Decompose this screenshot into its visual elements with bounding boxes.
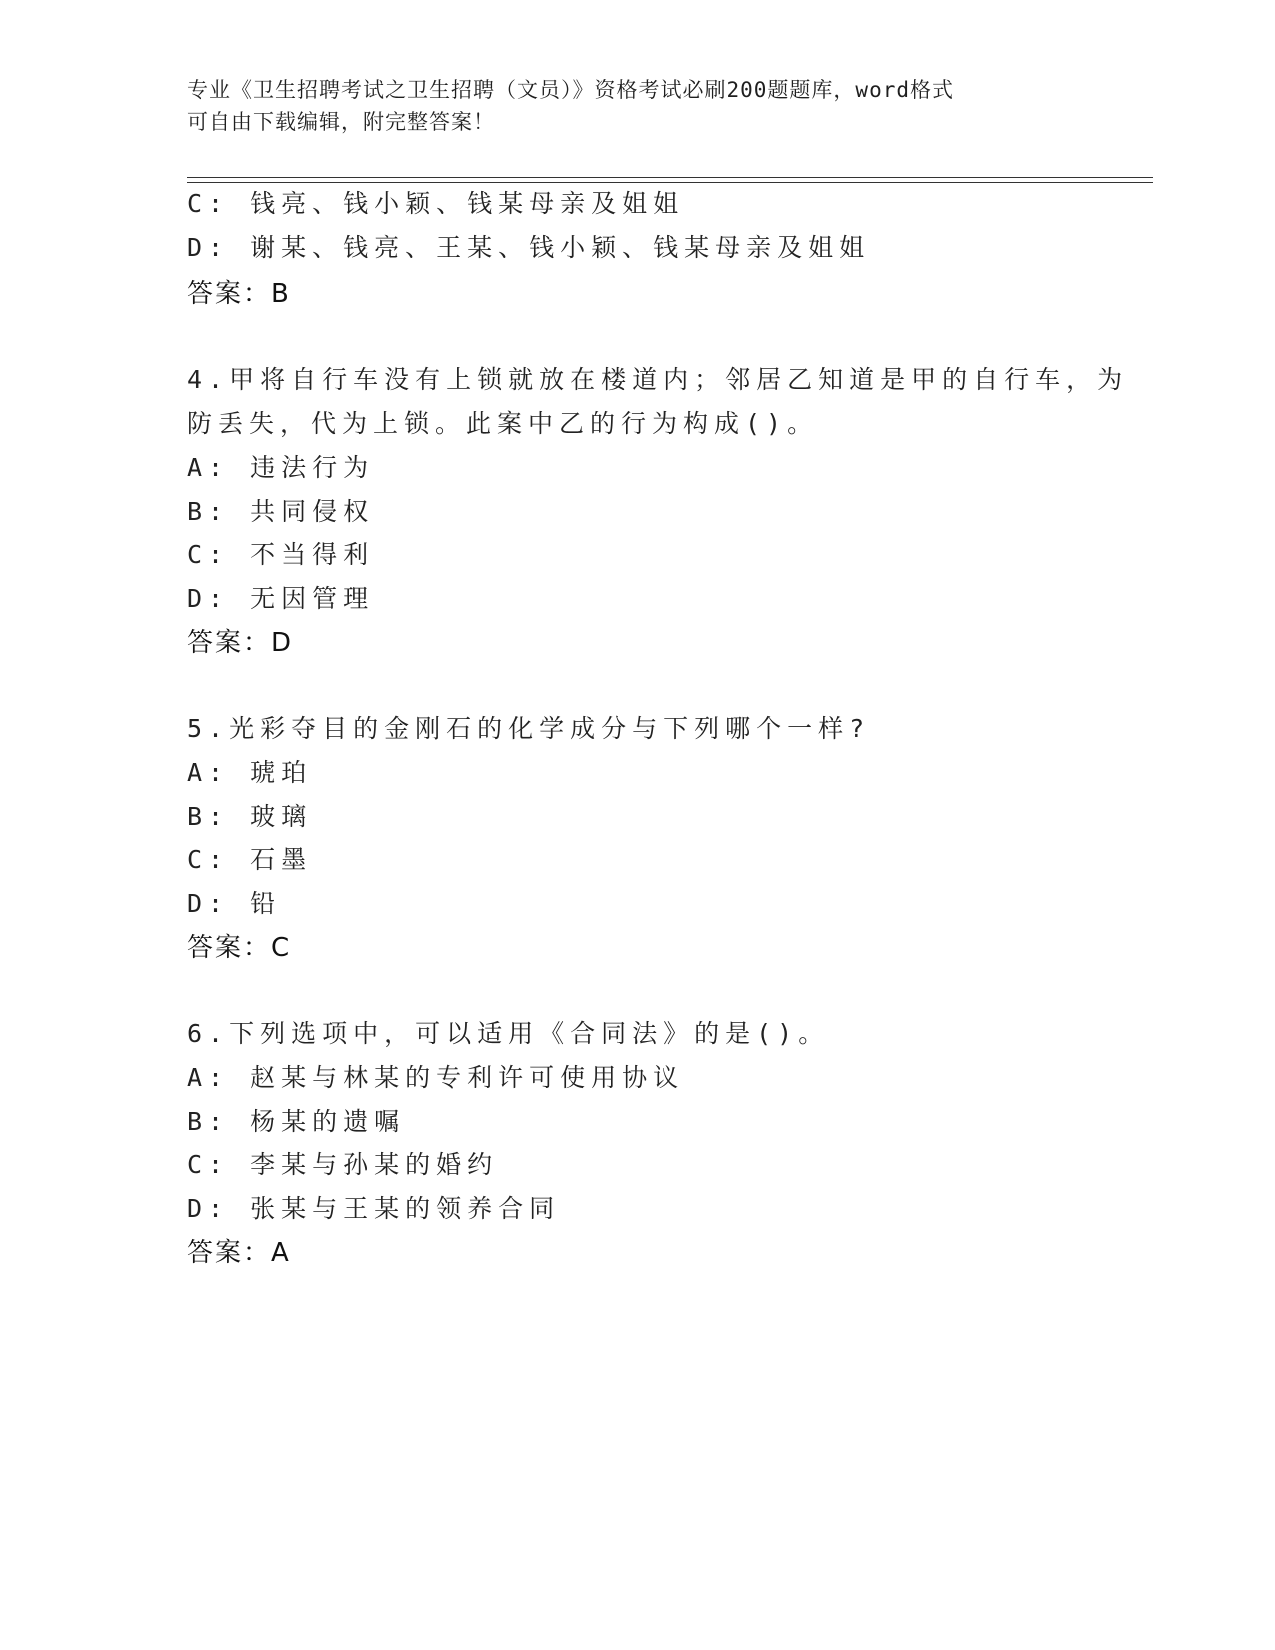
q4-option-b: B: 共同侵权 [187,497,375,526]
q3-answer: 答案：B [187,279,291,309]
header-title-line-2: 可自由下载编辑，附完整答案！ [187,110,495,134]
q6-option-a: A: 赵某与林某的专利许可使用协议 [187,1063,685,1092]
q3-option-d: D: 谢某、钱亮、王某、钱小颖、钱某母亲及姐姐 [187,233,871,262]
q6-option-b: B: 杨某的遗嘱 [187,1107,406,1136]
q4-question-line-1: 4.甲将自行车没有上锁就放在楼道内；邻居乙知道是甲的自行车，为 [187,365,1129,394]
q5-answer: 答案：C [187,933,292,963]
q5-option-b: B: 玻璃 [187,802,313,831]
q6-option-d: D: 张某与王某的领养合同 [187,1194,561,1223]
q4-option-a: A: 违法行为 [187,453,375,482]
document-header [187,74,1067,138]
q4-answer: 答案：D [187,628,294,658]
q5-option-c: C: 石墨 [187,845,313,874]
q5-option-a: A: 琥珀 [187,758,313,787]
q6-answer: 答案：A [187,1238,291,1268]
q4-question-line-2: 防丢失，代为上锁。此案中乙的行为构成()。 [187,409,819,438]
q6-option-c: C: 李某与孙某的婚约 [187,1150,499,1179]
q6-question: 6.下列选项中，可以适用《合同法》的是()。 [187,1019,830,1048]
q3-option-c: C: 钱亮、钱小颖、钱某母亲及姐姐 [187,189,685,218]
q5-option-d: D: 铅 [187,889,282,918]
q4-option-c: C: 不当得利 [187,540,375,569]
q5-question: 5.光彩夺目的金刚石的化学成分与下列哪个一样? [187,714,871,743]
header-divider-bottom [187,182,1153,183]
header-divider-top [187,177,1153,178]
header-title-line-1: 专业《卫生招聘考试之卫生招聘（文员）》资格考试必刷200题题库，word格式 [187,78,954,102]
q4-option-d: D: 无因管理 [187,584,375,613]
